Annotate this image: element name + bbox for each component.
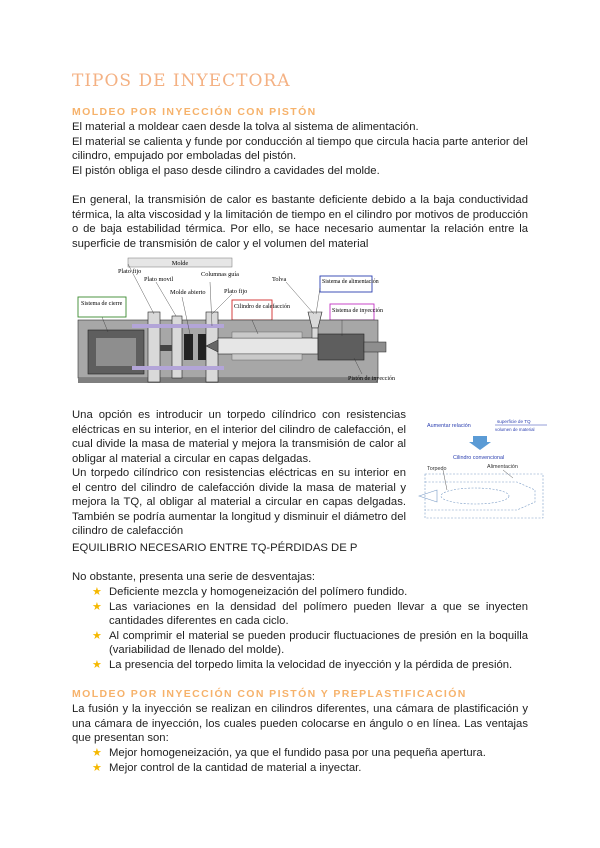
platen-rear: [148, 312, 160, 382]
equilibrio-text: EQUILIBRIO NECESARIO ENTRE TQ-PÉRDIDAS DE P: [72, 542, 358, 554]
star-icon: ★: [92, 629, 102, 642]
text-line: El pistón obliga el paso desde cilindro a cavidades del molde.: [72, 164, 380, 177]
label-plato-movil: Plato movil: [144, 276, 174, 283]
barrel-outline: [425, 474, 543, 518]
desventajas-list: [92, 585, 528, 673]
label-fraction-top: superficie de TQ: [497, 419, 531, 424]
injection-cylinder: [318, 334, 364, 360]
tie-bar-bottom: [132, 366, 224, 370]
label-molde-abierto: Molde abierto: [170, 289, 206, 296]
list-item: ★ Las variaciones en la densidad del polímero pueden llevar a que se inyecten cantidades diferentes en cada ciclo.: [92, 600, 528, 628]
page-title: TIPOS DE INYECTORA: [72, 71, 291, 91]
star-icon: ★: [92, 658, 102, 671]
label-molde: Molde: [171, 260, 189, 267]
tie-bar-top: [132, 324, 224, 328]
ventajas-list: [92, 746, 528, 775]
list-item: ★ Mejor homogeneización, ya que el fundido pasa por una pequeña apertura.: [92, 747, 486, 759]
label-alimentacion: Alimentación: [487, 464, 518, 470]
star-icon: ★: [92, 747, 102, 759]
label-sistema-cierre: Sistema de cierre: [81, 301, 123, 307]
label-piston: Pistón de inyección: [348, 376, 395, 382]
mold-half-moving: [184, 334, 193, 360]
label-plato-fijo-top: Plato fijo: [118, 268, 142, 275]
paragraph-transmision: En general, la transmisión de calor es bastante deficiente debido a la baja conductividad térmica, la alta viscosidad y la limitación de tiempo en el cilindro por motivos de producción o de baja estabilidad térmica. Por ello, se hace necesario aumentar la relación entre la superficie de transmisión de calor y el volumen del material: [72, 194, 528, 250]
heating-barrel: [218, 338, 318, 354]
injection-machine-diagram: [72, 252, 528, 394]
list-item: ★ Mejor control de la cantidad de material a inyectar.: [92, 761, 362, 774]
list-item: ★ Deficiente mezcla y homogeneización del polímero fundido.: [92, 586, 408, 598]
label-torpedo: Torpedo: [427, 466, 447, 472]
label-cilindro-convencional: Cilindro convencional: [453, 455, 505, 461]
torpedo-shape: [441, 488, 509, 504]
paragraph-torpedo-center: Un torpedo cilíndrico con resistencias eléctricas en su interior en el centro del cilindro de calefacción divide la masa de material y mejora la TQ, al obligar al material a circular en capas delgadas. También se podría aumentar la longitud y disminuir el diámetro del cilindro de calefacción: [72, 467, 406, 538]
arrow-down-icon: [469, 436, 491, 450]
label-fraction-bottom: volumen de material: [495, 427, 535, 432]
label-plato-fijo: Plato fijo: [224, 288, 248, 295]
text-line: El material se calienta y funde por conducción al tiempo que circula hacia parte anterior del: [72, 135, 528, 148]
star-icon: ★: [92, 586, 102, 598]
label-sistema-inyeccion: Sistema de inyección: [332, 308, 383, 314]
paragraph-preplastificacion: La fusión y la inyección se realizan en cilindros diferentes, una cámara de plastificación y una cámara de inyección, los cuales pueden colocarse en ángulo o en línea. Las ventajas que presentan son:: [72, 703, 528, 745]
label-aumentar: Aumentar relación: [427, 423, 471, 429]
mold-half-fixed: [198, 334, 206, 360]
section-heading-piston: MOLDEO POR INYECCIÓN CON PISTÓN: [72, 106, 317, 118]
desventajas-intro: No obstante, presenta una serie de desventajas:: [72, 571, 316, 583]
label-tolva: Tolva: [272, 276, 287, 283]
text-line: cilindro, empujado por emboladas del pistón.: [72, 150, 297, 163]
list-item: ★ Al comprimir el material se pueden producir fluctuaciones de presión en la boquilla (variabilidad de llenado del molde).: [92, 629, 528, 657]
label-sistema-alimentacion: Sistema de alimentación: [322, 279, 379, 285]
label-cilindro: Cilindro de calefacción: [234, 304, 290, 310]
torpedo-diagram: [417, 412, 551, 532]
paragraph-torpedo-option: Una opción es introducir un torpedo cilíndrico con resistencias eléctricas en su interior, en el interior del cilindro de calefacción, el cual divide la masa de material y mejora la transmisión de calor al obligar al material a circular en capas delgadas.: [72, 409, 406, 465]
list-item: ★ La presencia del torpedo limita la velocidad de inyección y la pérdida de presión.: [92, 658, 513, 671]
label-columnas: Columnas guía: [201, 271, 239, 278]
text-line: El material a moldear caen desde la tolva al sistema de alimentación.: [72, 121, 419, 133]
star-icon: ★: [92, 761, 102, 774]
intro-lines: [72, 120, 528, 178]
section-heading-preplastificacion: MOLDEO POR INYECCIÓN CON PISTÓN Y PREPLASTIFICACIÓN: [72, 688, 467, 700]
star-icon: ★: [92, 600, 102, 613]
